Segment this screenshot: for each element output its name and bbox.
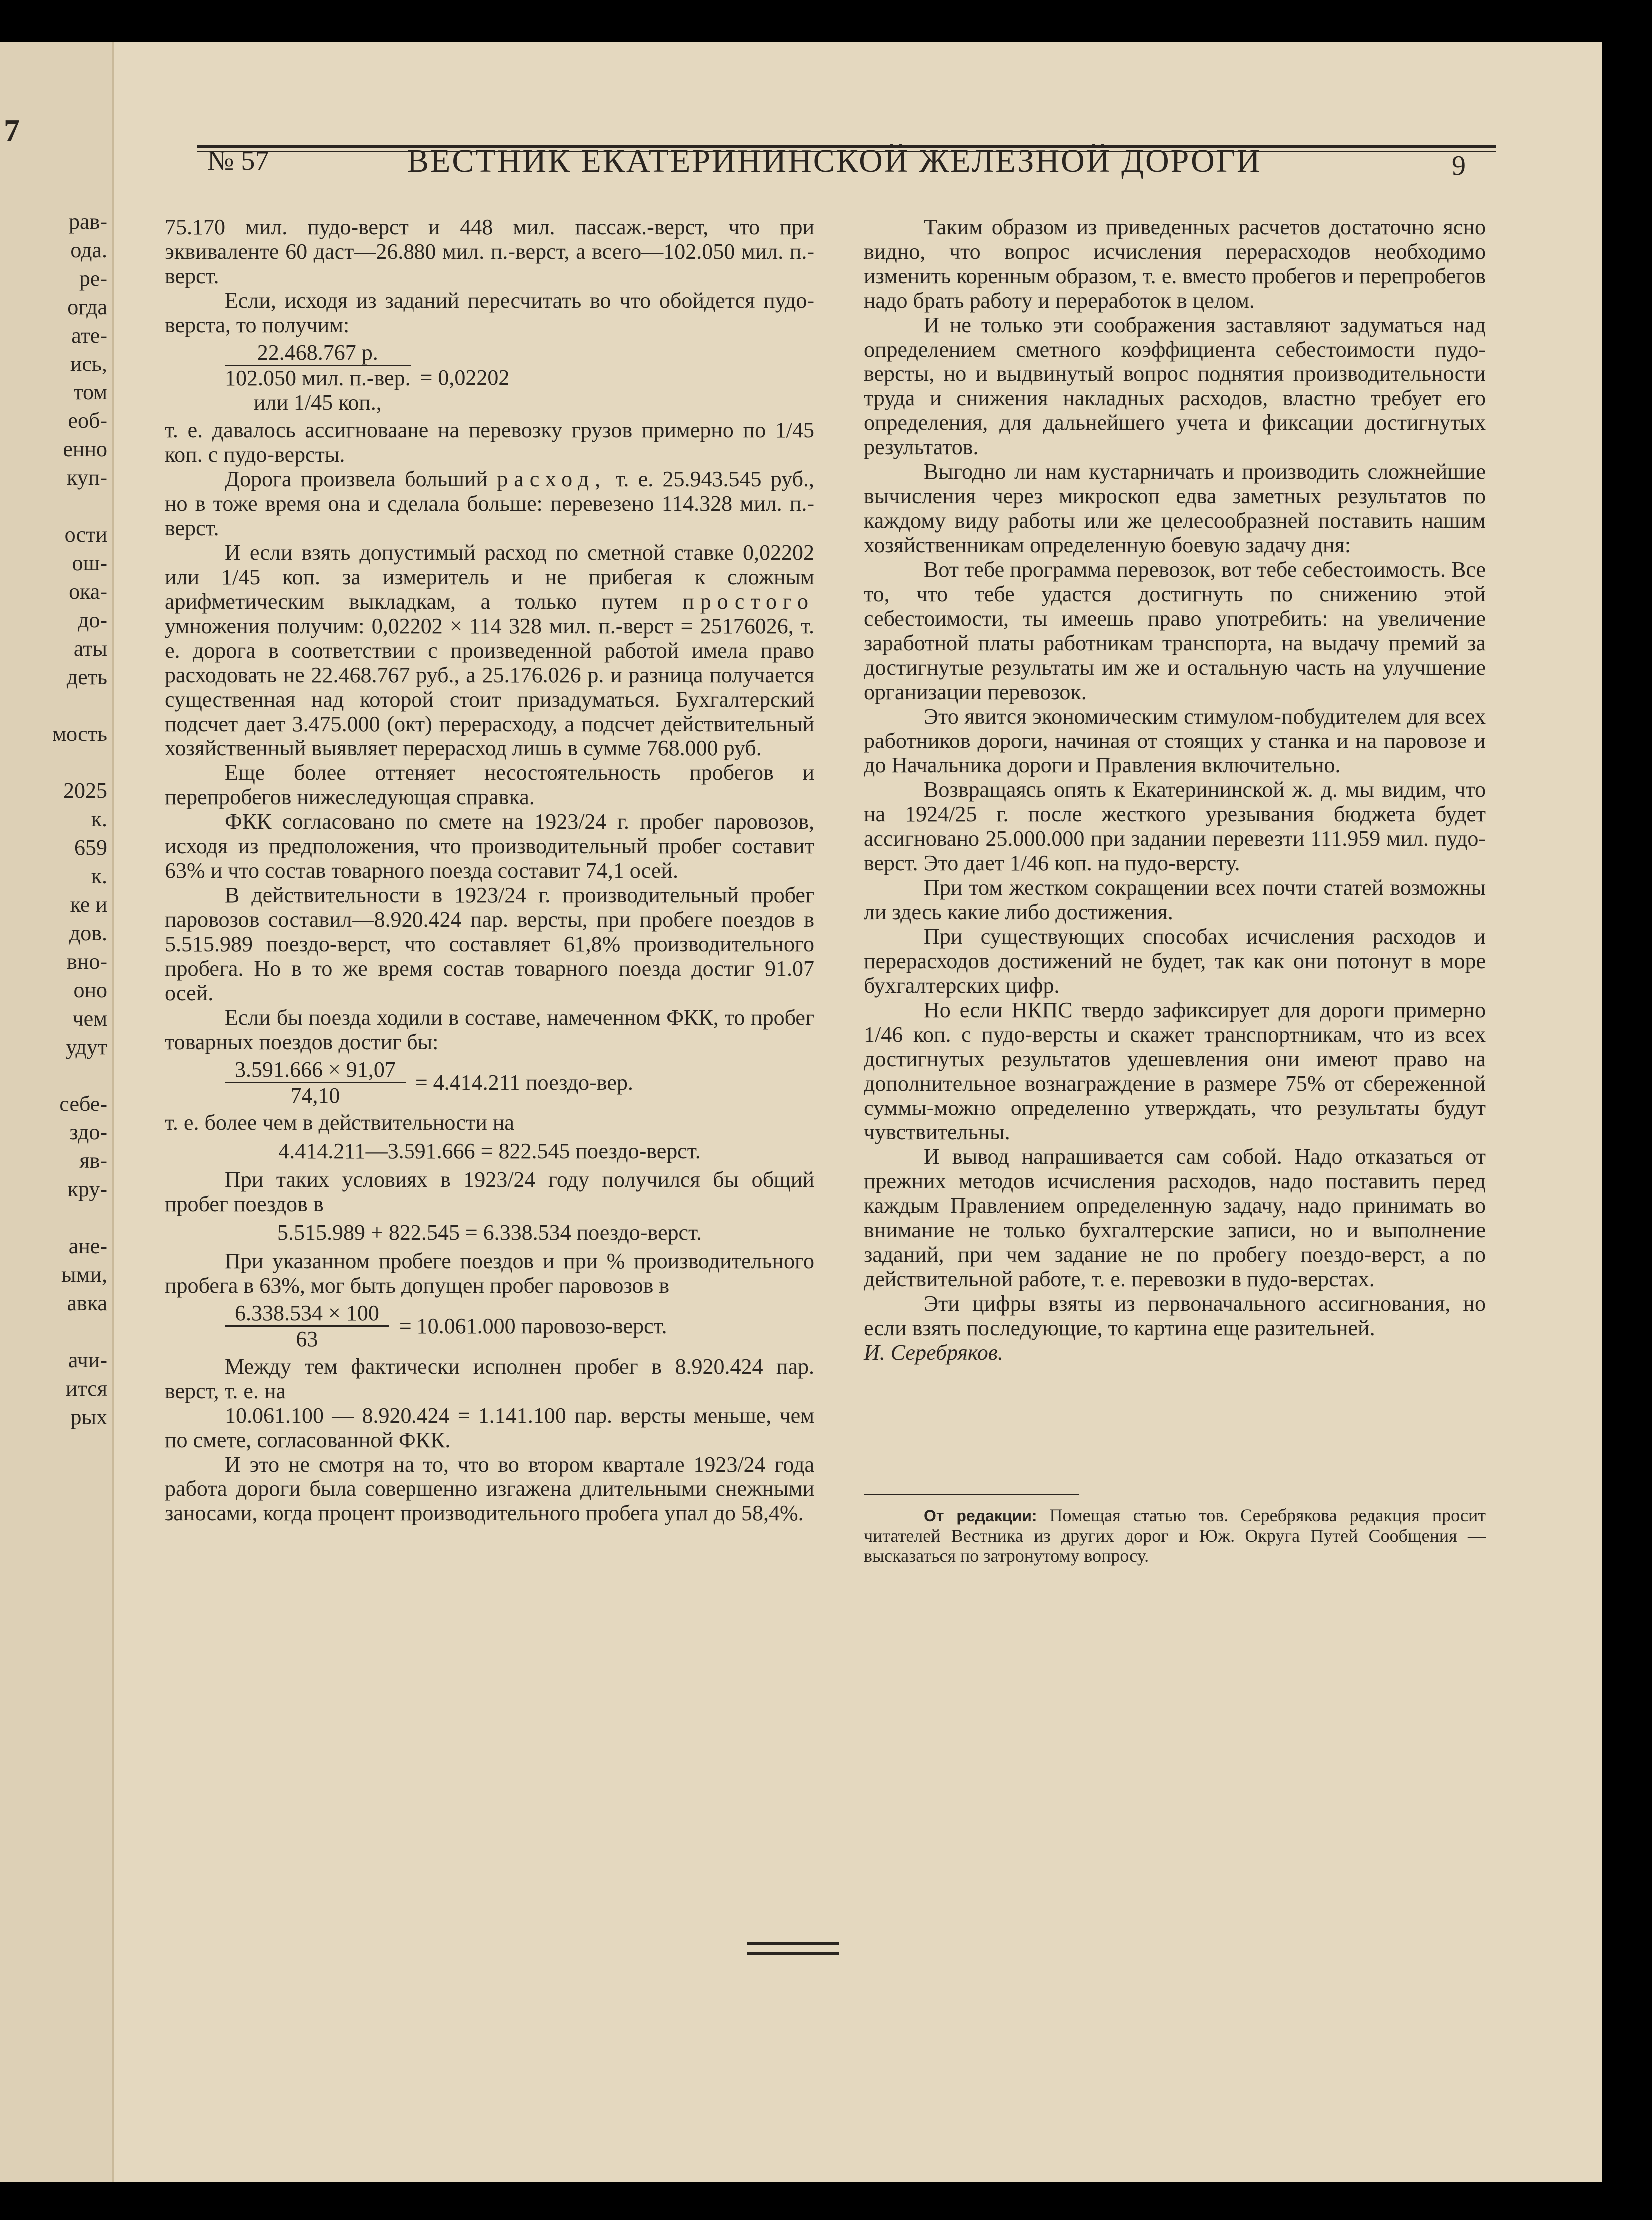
left-page-fragment: огда <box>67 295 107 319</box>
left-page-edge <box>0 42 114 2182</box>
footnote-text: Помещая статью тов. Серебрякова редакция просит читателей Вестника из других дорог и Юж. Округа Путей Сообщения — высказаться по затронутому вопросу. <box>864 1505 1486 1566</box>
paragraph: Если, исходя из заданий пересчитать во что обойдется пудо-верста, то получим: <box>165 288 814 337</box>
paragraph: И вывод напрашивается сам собой. Надо отказаться от прежних методов исчисления расходов, надо поставить перед каждым Правлением определенную задачу, надо принимать во внимание не только бухгалтерские записи, но и выполнение заданий, при чем задание не по пробегу поездо-верст, а по действительной работе, т. е. перевозки в пудо-верстах. <box>864 1144 1486 1291</box>
left-page-fragment: том <box>73 380 107 404</box>
left-page-fragment: ости <box>64 522 107 547</box>
equation: 10.061.100 — 8.920.424 = 1.141.100 пар. версты меньше, чем по смете, согласованной ФКК. <box>165 1403 814 1452</box>
formula-1 <box>225 340 814 415</box>
left-page-fragment: ода. <box>70 238 107 262</box>
left-page-fragment: яв- <box>79 1148 107 1173</box>
page-number: 9 <box>1452 150 1466 181</box>
left-page-fragment: оно <box>73 978 107 1002</box>
left-page-fragment: рых <box>70 1405 107 1429</box>
newspaper-title: ВЕСТНИК ЕКАТЕРИНИНСКОЙ ЖЕЛЕЗНОЙ ДОРОГИ <box>407 143 1262 179</box>
left-column <box>165 215 814 1525</box>
formula-alt: или 1/45 коп., <box>253 390 382 415</box>
article-author: И. Серебряков. <box>864 1340 1003 1365</box>
equation: 5.515.989 + 822.545 = 6.338.534 поездо-верст. <box>277 1220 702 1245</box>
left-page-fragment: ится <box>65 1376 107 1401</box>
paragraph: Эти цифры взяты из первоначального ассигнования, но если взять последующие, то картина еще разительней. <box>864 1291 1486 1340</box>
equation: 4.414.211—3.591.666 = 822.545 поездо-верст. <box>278 1139 701 1163</box>
left-page-fragment: ате- <box>71 323 107 348</box>
left-page-fragment: еоб- <box>68 408 107 433</box>
formula-denominator: 74,10 <box>290 1083 340 1108</box>
left-page-number: 7 <box>4 113 20 148</box>
left-page-fragment <box>0 691 107 720</box>
left-page-fragment: дов. <box>69 921 107 945</box>
paragraph: Между тем фактически исполнен пробег в 8.920.424 пар. верст, т. е. на <box>165 1354 814 1403</box>
paragraph: т. е. давалось ассигноваане на перевозку грузов примерно по 1/45 коп. с пудо-версты. <box>165 418 814 467</box>
paragraph: ФКК согласовано по смете на 1923/24 г. пробег паровозов, исходя из предположения, что производительный пробег составит 63% и что состав товарного поезда составит 74,1 осей. <box>165 809 814 883</box>
left-page-fragment: аты <box>73 636 107 661</box>
left-page-fragment: рав- <box>69 209 107 234</box>
paragraph: Еще более оттеняет несостоятельность пробегов и перепробегов нижеследующая справка. <box>165 760 814 809</box>
left-page-fragment <box>0 492 107 520</box>
header-rule <box>197 145 1496 148</box>
paragraph: Таким образом из приведенных расчетов достаточно ясно видно, что вопрос исчисления перерасходов необходимо изменить коренным образом, т. е. вместо пробегов и перепробегов надо брать работу и переработок в целом. <box>864 215 1486 313</box>
left-page-fragment: кру- <box>67 1177 107 1201</box>
end-of-article-rule <box>747 1952 839 1955</box>
formula-numerator: 22.468.767 р. <box>225 340 411 366</box>
editorial-footnote <box>864 1505 1486 1566</box>
left-page-fragment <box>0 748 107 776</box>
paragraph: И если взять допустимый расход по сметной ставке 0,02202 или 1/45 коп. за измеритель и не прибегая к сложным арифметическим выкладкам, а только путем простого умножения получим: 0,02202 × 114 328 мил. п.-верст = 25176026, т. е. дорога в соответствии с произведенной работой имела право расходовать не 22.468.767 руб., а 25.176.026 р. и разница получается существенная над которой стоит призадуматься. Бухгалтерский подсчет дает 3.475.000 (окт) перерасходу, а подсчет действительный хозяйственный выявляет перерасход лишь в сумме 768.000 руб. <box>165 540 815 760</box>
paragraph: Вот тебе программа перевозок, вот тебе себестоимость. Все то, что тебе удастся достигнуть по снижению этой себестоимости, ты имеешь право употребить: на увеличение заработной платы работникам транспорта, на выдачу премий за достигнутые результаты им же и остальную часть на улучшение организации перевозок. <box>864 557 1486 704</box>
paragraph: И это не смотря на то, что во втором квартале 1923/24 года работа дороги была совершенно изгажена длительными снежными заносами, когда процент производительного пробега упал до 58,4%. <box>165 1452 814 1525</box>
left-page-fragment: мость <box>52 722 107 746</box>
left-page-fragment: ре- <box>79 266 107 291</box>
formula-denominator: 102.050 мил. п.-вер. <box>225 366 411 390</box>
formula-numerator: 3.591.666 × 91,07 <box>225 1057 406 1083</box>
left-page-fragment <box>0 1061 107 1090</box>
paragraph: 75.170 мил. пудо-верст и 448 мил. пассаж.-верст, что при эквиваленте 60 даст—26.880 мил. п.-верст, а всего—102.050 мил. п.-верст. <box>165 215 814 288</box>
left-page-fragment: енно <box>63 437 107 461</box>
paragraph: И не только эти соображения заставляют задуматься над определением сметного коэффициента себестоимости пудо-версты, но и выдвинутый вопрос поднятия производительности труда и снижения накладных расходов, властно требует его определения, для дальнейшего учета и фиксации достигнутых результатов. <box>864 313 1486 459</box>
left-page-fragment: себе- <box>59 1092 107 1116</box>
paragraph: При том жестком сокращении всех почти статей возможны ли здесь какие либо достижения. <box>864 875 1486 924</box>
left-page-fragment: вно- <box>67 949 107 974</box>
left-page-fragment: к. <box>91 807 107 831</box>
left-page-fragments <box>0 207 107 1431</box>
paragraph: Если бы поезда ходили в составе, намеченном ФКК, то пробег товарных поездов достиг бы: <box>165 1005 814 1054</box>
footnote-label: От редакции: <box>924 1507 1037 1525</box>
left-page-fragment: ош- <box>72 551 107 575</box>
left-page-fragment: куп- <box>67 465 107 490</box>
left-page-fragment <box>0 1317 107 1346</box>
left-page-fragment: ачи- <box>68 1348 107 1372</box>
paragraph: Возвращаясь опять к Екатерининской ж. д. мы видим, что на 1924/25 г. после жесткого урезывания бюджета будет ассигновано 25.000.000 при задании перевезти 111.959 мил. пудо-верст. Это дает 1/46 коп. на пудо-версту. <box>864 777 1486 875</box>
paragraph: При таких условиях в 1923/24 году получился бы общий пробег поездов в <box>165 1167 814 1216</box>
paragraph: В действительности в 1923/24 г. производительный пробег паровозов составил—8.920.424 пар. версты, при пробеге поездов в 5.515.989 поездо-верст, что составляет 61,8% производительного пробега. Но в то же время состав товарного поезда достиг 91.07 осей. <box>165 883 814 1005</box>
paragraph: Дорога произвела больший расход, т. е. 25.943.545 руб., но в тоже время она и сделала больше: перевезено 114.328 мил. п.-верст. <box>165 467 815 540</box>
right-column <box>864 215 1486 1566</box>
left-page-fragment: ане- <box>68 1234 107 1258</box>
left-page-fragment: деть <box>66 665 107 689</box>
left-page-fragment: ись, <box>70 352 107 376</box>
paragraph: Это явится экономическим стимулом-побудителем для всех работников дороги, начиная от стоящих у станка и на паровозе и до Начальника дороги и Правления включительно. <box>864 704 1486 777</box>
left-page-fragment: 2025 <box>63 778 107 803</box>
left-page-fragment: ыми, <box>61 1262 107 1287</box>
paragraph: т. е. более чем в действительности на <box>165 1110 514 1135</box>
paragraph: При указанном пробеге поездов и при % производительного пробега в 63%, мог быть допущен пробег паровозов в <box>165 1249 814 1298</box>
left-page-fragment: к. <box>91 864 107 888</box>
left-page-fragment: чем <box>72 1006 107 1031</box>
header-rule-thin <box>197 151 1496 152</box>
left-page-fragment: 659 <box>74 835 107 860</box>
left-page-fragment: здо- <box>69 1120 107 1144</box>
left-page-fragment: ока- <box>69 579 107 604</box>
left-page-fragment: до- <box>77 608 107 632</box>
end-of-article-rule <box>747 1942 839 1945</box>
left-page-fragment <box>0 1203 107 1232</box>
formula-3 <box>225 1301 814 1351</box>
formula-result: = 0,02202 <box>420 365 510 390</box>
left-page-fragment: ке и <box>70 892 107 917</box>
formula-denominator: 63 <box>296 1327 318 1351</box>
footnote-rule <box>864 1494 1079 1495</box>
formula-2 <box>225 1057 814 1108</box>
formula-numerator: 6.338.534 × 100 <box>225 1301 389 1327</box>
paragraph: Выгодно ли нам кустарничать и производить сложнейшие вычисления через микроскоп едва заметных результатов по каждому виду работы или же целесообразней поставить нашим хозяйственникам определенную боевую задачу дня: <box>864 459 1486 557</box>
issue-number: № 57 <box>207 145 269 176</box>
formula-result: = 4.414.211 поездо-вер. <box>415 1070 633 1095</box>
left-page-fragment: удут <box>66 1035 107 1059</box>
paragraph: Но если НКПС твердо зафиксирует для дороги примерно 1/46 коп. с пудо-версты и скажет транспортникам, что из всех достигнутых результатов удешевления они имеют право на дополнительное вознаграждение в размере 75% от сбереженной суммы-можно определенно утверждать, что результаты будут чувствительны. <box>864 998 1486 1144</box>
formula-result: = 10.061.000 паровозо-верст. <box>399 1314 667 1338</box>
left-page-fragment: авка <box>67 1291 107 1315</box>
paragraph: При существующих способах исчисления расходов и перерасходов достижений не будет, так как они потонут в море бухгалтерских цифр. <box>864 924 1486 998</box>
